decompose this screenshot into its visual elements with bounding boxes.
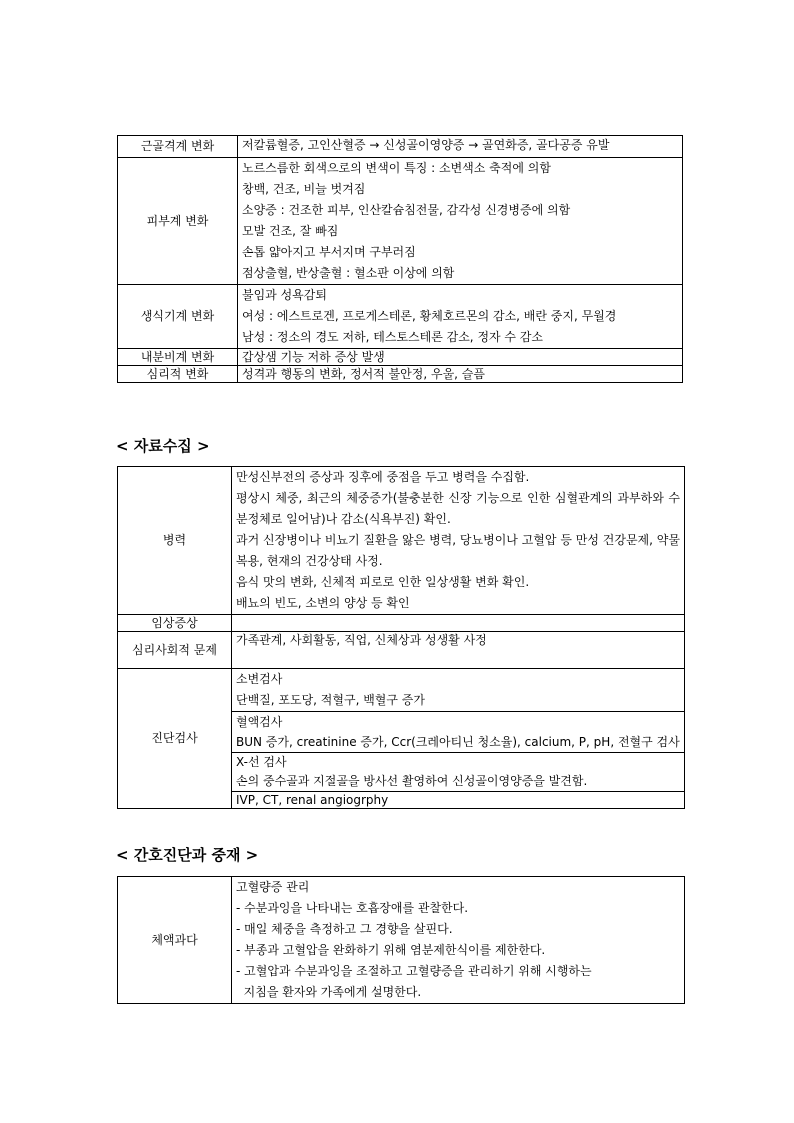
content-line: 여성 : 에스트로겐, 프로게스테론, 황체호르몬의 감소, 배란 중지, 무월경 xyxy=(242,309,617,323)
content-line: 혈액검사 xyxy=(236,715,283,729)
list-item: - 고혈압과 수분과잉을 조절하고 고혈량증을 관리하기 위해 시행하는 xyxy=(236,964,592,978)
body-changes-table xyxy=(117,135,683,383)
row-content-imaging xyxy=(232,792,685,809)
content-line: IVP, CT, renal angiogrphy xyxy=(236,793,389,807)
data-collection-table xyxy=(117,466,685,809)
list-item: - 매일 체중을 측정하고 그 경향을 살핀다. xyxy=(236,922,453,936)
row-label-endocrine: 내분비계 변화 xyxy=(118,349,238,366)
row-label-clinical: 임상증상 xyxy=(118,615,232,632)
row-content-urine xyxy=(232,669,685,712)
content-line: 모발 건조, 잘 빠짐 xyxy=(242,224,339,238)
section-heading-data-collection: < 자료수집 > xyxy=(116,437,210,455)
row-content-reproductive xyxy=(238,285,683,349)
content-line: 성격과 행동의 변화, 정서적 불안정, 우울, 슬픔 xyxy=(242,367,485,381)
row-label-fluid-excess: 체액과다 xyxy=(118,877,232,1004)
nursing-table xyxy=(117,876,685,1004)
row-content-xray xyxy=(232,753,685,792)
row-content-musculoskeletal xyxy=(238,136,683,158)
row-label-musculoskeletal: 근골격계 변화 xyxy=(118,136,238,158)
content-line: X-선 검사 xyxy=(236,755,287,769)
list-item: - 부종과 고혈압을 완화하기 위해 염분제한식이를 제한한다. xyxy=(236,943,546,957)
content-line: 창백, 건조, 비늘 벗겨짐 xyxy=(242,182,366,196)
row-label-psychosocial: 심리사회적 문제 xyxy=(118,632,232,669)
section-heading-nursing: < 간호진단과 중재 > xyxy=(116,846,259,864)
list-item: - 수분과잉을 나타내는 호흡장애를 관찰한다. xyxy=(236,901,469,915)
content-line: 저칼륨혈증, 고인산혈증 → 신성골이영양증 → 골연화증, 골다공증 유발 xyxy=(242,138,610,152)
content-line: 만성신부전의 증상과 징후에 중점을 두고 병력을 수집함. xyxy=(236,470,530,484)
content-line: 소양증 : 건조한 피부, 인산칼슘침전물, 감각성 신경병증에 의함 xyxy=(242,203,571,217)
content-line: 고혈량증 관리 xyxy=(236,880,310,894)
table-row xyxy=(118,285,683,349)
content-line: 과거 신장병이나 비뇨기 질환을 앓은 병력, 당뇨병이나 고혈압 등 만성 건강문제, 약물복용, 현재의 건강상태 사정. xyxy=(236,533,680,568)
content-line: 단백질, 포도당, 적혈구, 백혈구 증가 xyxy=(236,693,425,707)
row-content-endocrine xyxy=(238,349,683,366)
content-line: 손톱 얇아지고 부서지며 구부러짐 xyxy=(242,245,416,259)
content-line: 점상출혈, 반상출혈 : 혈소판 이상에 의함 xyxy=(242,266,455,280)
table-row xyxy=(118,366,683,383)
row-label-history: 병력 xyxy=(118,467,232,615)
row-content-history xyxy=(232,467,685,615)
row-label-diagnostic: 진단검사 xyxy=(118,669,232,809)
table-row xyxy=(118,615,685,632)
content-line: 갑상샘 기능 저하 증상 발생 xyxy=(242,350,385,364)
table-row xyxy=(118,158,683,285)
content-line: 노르스름한 회색으로의 변색이 특징 : 소변색소 축적에 의함 xyxy=(242,161,551,175)
content-line: 손의 중수골과 지절골을 방사선 촬영하여 신성골이영양증을 발견함. xyxy=(236,774,588,788)
table-row xyxy=(118,877,685,1004)
content-line: 가족관계, 사회활동, 직업, 신체상과 성생활 사정 xyxy=(236,633,487,647)
row-label-psychological: 심리적 변화 xyxy=(118,366,238,383)
row-content-skin xyxy=(238,158,683,285)
table-row xyxy=(118,467,685,615)
table-row xyxy=(118,136,683,158)
row-label-reproductive: 생식기계 변화 xyxy=(118,285,238,349)
row-content-clinical xyxy=(232,615,685,632)
content-line: 남성 : 정소의 경도 저하, 테스토스테론 감소, 정자 수 감소 xyxy=(242,330,544,344)
row-content-blood xyxy=(232,712,685,753)
row-content-psychosocial xyxy=(232,632,685,669)
row-label-skin: 피부계 변화 xyxy=(118,158,238,285)
content-line: BUN 증가, creatinine 증가, Ccr(크레아티닌 청소율), calcium, P, pH, 전혈구 검사 xyxy=(236,735,680,749)
content-line: 평상시 체중, 최근의 체중증가(불충분한 신장 기능으로 인한 심혈관계의 과부하와 수분정체로 일어남)나 감소(식욕부진) 확인. xyxy=(236,491,680,526)
row-content-psychological xyxy=(238,366,683,383)
content-line: 소변검사 xyxy=(236,672,283,686)
content-line: 불임과 성욕감퇴 xyxy=(242,288,327,302)
row-content-nursing xyxy=(232,877,685,1004)
table-row xyxy=(118,669,685,712)
table-row xyxy=(118,632,685,669)
content-line: 음식 맛의 변화, 신체적 피로로 인한 일상생활 변화 확인. xyxy=(236,575,530,589)
table-row xyxy=(118,349,683,366)
list-item: 지침을 환자와 가족에게 설명한다. xyxy=(236,985,422,999)
content-line: 배뇨의 빈도, 소변의 양상 등 확인 xyxy=(236,596,410,610)
